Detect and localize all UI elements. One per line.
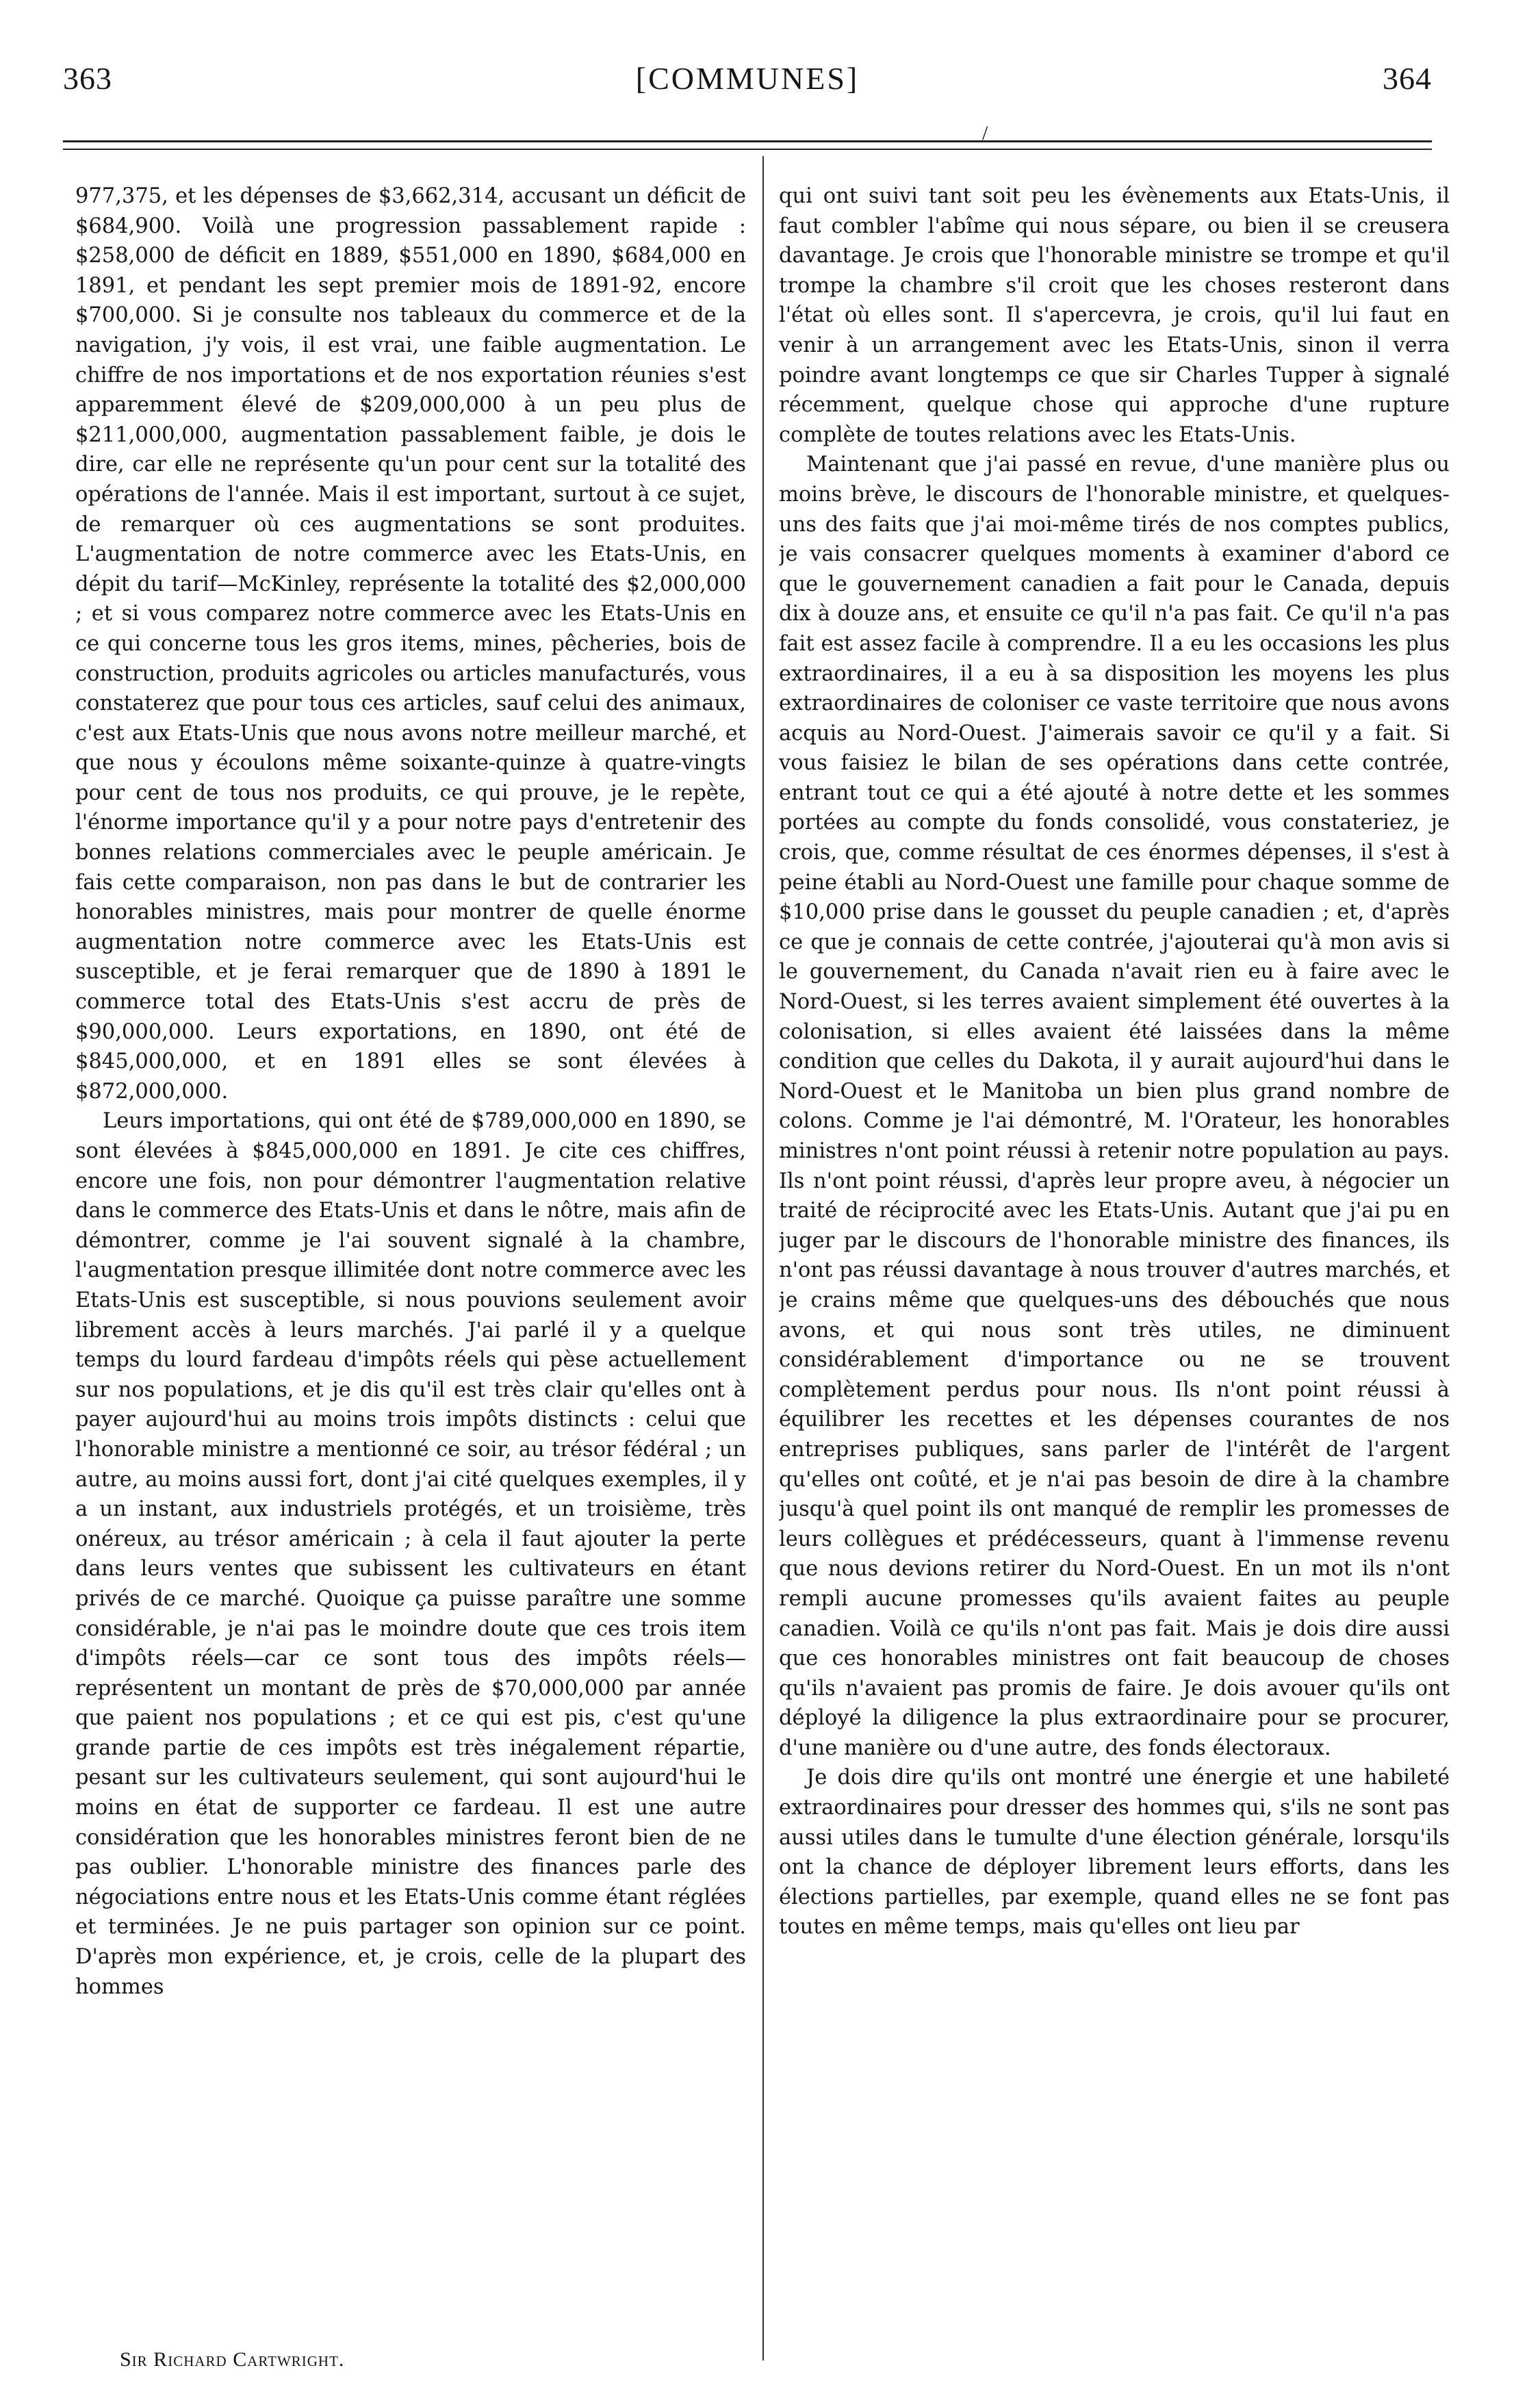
running-title: [COMMUNES]	[635, 61, 860, 96]
left-column	[75, 181, 746, 2372]
page-number-left: 363	[63, 61, 112, 96]
margin-mark: /	[982, 122, 988, 144]
paragraph: Leurs importations, qui ont été de $789,000,000 en 1890, se sont élevées à $845,000,000 en 1891. Je cite ces chiffres, encore une fois, non pour démontrer l'augmentation relative dans le commerce des Etats-Unis et dans le nôtre, mais afin de démontrer, comme je l'ai souvent signalé à la chambre, l'augmentation presque illimitée dont notre commerce avec les Etats-Unis est susceptible, si nous pouvions seulement avoir librement accès à leurs marchés. J'ai parlé il y a quelque temps du lourd fardeau d'impôts réels qui pèse actuellement sur nos populations, et je dis qu'il est très clair qu'elles ont à payer aujourd'hui au moins trois impôts distincts : celui que l'honorable ministre a mentionné ce soir, au trésor fédéral ; un autre, au moins aussi fort, dont j'ai cité quelques exemples, il y a un instant, aux industriels protégés, et un troisième, très onéreux, au trésor américain ; à cela il faut ajouter la perte dans leurs ventes que subissent les cultivateurs en étant privés de ce marché. Quoique ça puisse paraître une somme considérable, je n'ai pas le moindre doute que ces trois item d'impôts réels—car ce sont tous des impôts réels—représentent un montant de près de $70,000,000 par année que paient nos populations ; et ce qui est pis, c'est qu'une grande partie de ces impôts est très inégalement répartie, pesant sur les cultivateurs seulement, qui sont aujourd'hui le moins en état de supporter ce fardeau. Il est une autre considération que les honorables ministres feront bien de ne pas oublier. L'honorable ministre des finances parle des négociations entre nous et les Etats-Unis comme étant réglées et terminées. Je ne puis partager son opinion sur ce point. D'après mon expérience, et, je crois, celle de la plupart des hommes	[75, 1109, 746, 1999]
header-rule-top	[63, 140, 1432, 142]
page-number-right: 364	[1383, 61, 1432, 96]
speaker-name: Sir Richard Cartwright.	[120, 2348, 345, 2371]
header-rule-bottom	[63, 149, 1432, 150]
paragraph: 977,375, et les dépenses de $3,662,314, accusant un déficit de $684,900. Voilà une progression passablement rapide : $258,000 de déficit en 1889, $551,000 en 1890, $684,000 en 1891, et pendant les sept premier mois de 1891-92, encore $700,000. Si je consulte nos tableaux du commerce et de la navigation, j'y vois, il est vrai, une faible augmentation. Le chiffre de nos importations et de nos exportation réunies s'est apparemment élevé de $209,000,000 à un peu plus de $211,000,000, augmentation passablement faible, je dois le dire, car elle ne représente qu'un pour cent sur la totalité des opérations de l'année. Mais il est important, surtout à ce sujet, de remarquer où ces augmentations se sont produites. L'augmentation de notre commerce avec les Etats-Unis, en dépit du tarif—McKinley, représente la totalité des $2,000,000 ; et si vous comparez notre commerce avec les Etats-Unis en ce qui concerne tous les gros items, mines, pêcheries, bois de construction, produits agricoles ou articles manufacturés, vous constaterez que pour tous ces articles, sauf celui des animaux, c'est aux Etats-Unis que nous avons notre meilleur marché, et que nous y écoulons même soixante-quinze à quatre-vingts pour cent de tous nos produits, ce qui prouve, je le repète, l'énorme importance qu'il y a pour notre pays d'entretenir des bonnes relations commerciales avec le peuple américain. Je fais cette comparaison, non pas dans le but de contrarier les honorables ministres, mais pour montrer de quelle énorme augmentation notre commerce avec les Etats-Unis est susceptible, et je ferai remarquer que de 1890 à 1891 le commerce total des Etats-Unis s'est accru de près de $90,000,000. Leurs exportations, en 1890, ont été de $845,000,000, et en 1891 elles se sont élevées à $872,000,000.	[75, 184, 746, 1104]
paragraph: qui ont suivi tant soit peu les évènements aux Etats-Unis, il faut combler l'abîme qui nous sépare, ou bien il se creusera davantage. Je crois que l'honorable ministre se trompe et qu'il trompe la chambre s'il croit que les choses resteront dans l'état où elles sont. Il s'apercevra, je crois, qu'il lui faut en venir à un arrangement avec les Etats-Unis, sinon il verra poindre avant longtemps ce que sir Charles Tupper à signalé récemment, quelque chose qui approche d'une rupture complète de toutes relations avec les Etats-Unis.	[779, 184, 1450, 447]
paragraph: Maintenant que j'ai passé en revue, d'une manière plus ou moins brève, le discours de l'honorable ministre, et quelques-uns des faits que j'ai moi-même tirés de nos comptes publics, je vais consacrer quelques moments à examiner d'abord ce que le gouvernement canadien a fait pour le Canada, depuis dix à douze ans, et ensuite ce qu'il n'a pas fait. Ce qu'il n'a pas fait est assez facile à comprendre. Il a eu les occasions les plus extraordinaires, il a eu à sa disposition les moyens les plus extraordinaires de coloniser ce vaste territoire que nous avons acquis au Nord-Ouest. J'aimerais savoir ce qu'il y a fait. Si vous faisiez le bilan de ses opérations dans cette contrée, entrant tout ce qui a été ajouté à notre dette et les sommes portées au compte du fonds consolidé, vous constateriez, je crois, que, comme résultat de ces énormes dépenses, il s'est à peine établi au Nord-Ouest une famille pour chaque somme de $10,000 prise dans le gousset du peuple canadien ; et, d'après ce que je connais de cette contrée, j'ajouterai qu'à mon avis si le gouvernement, du Canada n'avait rien eu à faire avec le Nord-Ouest, si les terres avaient simplement été ouvertes à la colonisation, si elles avaient été laissées dans la même condition que celles du Dakota, il y aurait aujourd'hui dans le Nord-Ouest et le Manitoba un bien plus grand nombre de colons. Comme je l'ai démontré, M. l'Orateur, les honorables ministres n'ont point réussi à retenir notre population au pays. Ils n'ont point réussi, d'après leur propre aveu, à négocier un traité de réciprocité avec les Etats-Unis. Autant que j'ai pu en juger par le discours de l'honorable ministre des finances, ils n'ont pas réussi davantage à nous trouver d'autres marchés, et je crains même que quelques-uns des débouchés que nous avons, et qui nous sont très utiles, ne diminuent considérablement d'importance ou ne se trouvent complètement perdus pour nous. Ils n'ont point réussi à équilibrer les recettes et les dépenses courantes de nos entreprises publiques, sans parler de l'intérêt de l'argent qu'elles ont coûté, et je n'ai pas besoin de dire à la chambre jusqu'à quel point ils ont manqué de remplir les promesses de leurs collègues et prédécesseurs, quant à l'immense revenu que nous devions retirer du Nord-Ouest. En un mot ils n'ont rempli aucune promesses qu'ils avaient faites au peuple canadien. Voilà ce qu'ils n'ont pas fait. Mais je dois dire aussi que ces honorables ministres ont fait beaucoup de choses qu'ils n'avaient pas promis de faire. Je dois avouer qu'ils ont déployé la diligence la plus extraordinaire pour se procurer, d'une manière ou d'une autre, des fonds électoraux.	[779, 453, 1450, 1760]
right-column	[779, 181, 1450, 2372]
column-divider	[762, 156, 764, 2361]
paragraph: Je dois dire qu'ils ont montré une énergie et une habileté extraordinaires pour dresser des hommes qui, s'ils ne sont pas aussi utiles dans le tumulte d'une élection générale, lorsqu'ils ont la chance de déployer librement leurs efforts, dans les élections partielles, par exemple, quand elles ne se font pas toutes en même temps, mais qu'elles ont lieu par	[779, 1766, 1450, 1939]
page-header	[63, 60, 1432, 108]
